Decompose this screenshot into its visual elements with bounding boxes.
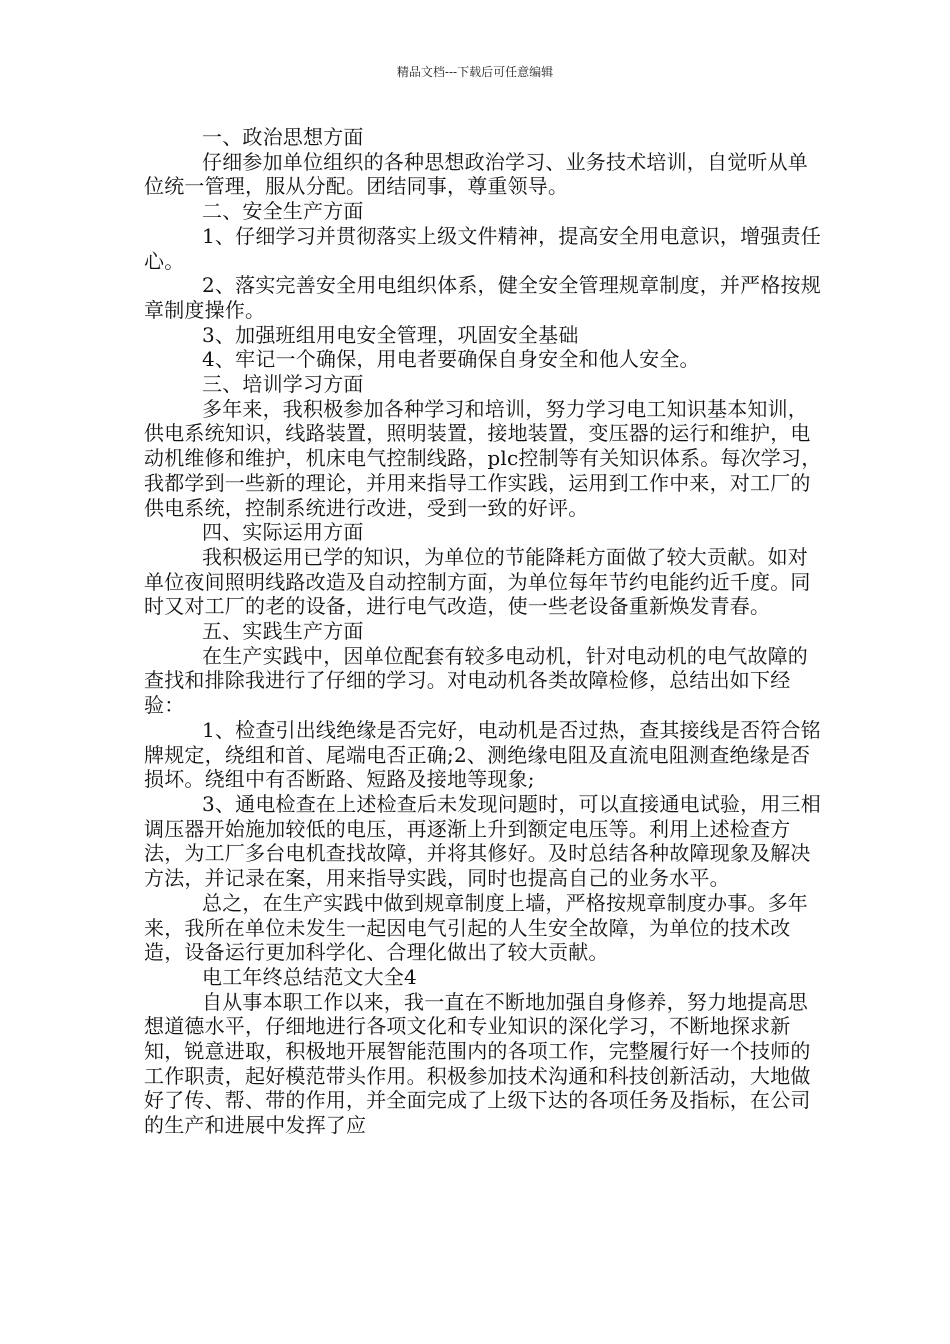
paragraph-practice-item-3: 3、通电检查在上述检查后未发现问题时，可以直接通电试验，用三相调压器开始施加较低的电压，再逐渐上升到额定电压等。利用上述检查方法，为工厂多台电机查找故障，并将其修好。及时总结各种故障现象及解决方法，并记录在案，用来指导实践，同时也提高自己的业务水平。 <box>144 791 821 891</box>
heading-application: 四、实际运用方面 <box>202 520 364 545</box>
paragraph-conclusion: 总之，在生产实践中做到规章制度上墙，严格按规章制度办事。多年来，我所在单位未发生一起因电气引起的人生安全故障，为单位的技术改造，设备运行更加科学化、合理化做出了较大贡献。 <box>144 890 808 965</box>
paragraph-political-body: 仔细参加单位组织的各种思想政治学习、业务技术培训，自觉听从单位统一管理，服从分配。团结同事，尊重领导。 <box>144 149 808 199</box>
heading-practice: 五、实践生产方面 <box>202 619 364 644</box>
heading-safety: 二、安全生产方面 <box>202 199 364 224</box>
document-body <box>144 125 824 1138</box>
paragraph-safety-item-4: 4、牢记一个确保，用电者要确保自身安全和他人安全。 <box>202 347 700 372</box>
heading-political: 一、政治思想方面 <box>202 125 364 149</box>
heading-training: 三、培训学习方面 <box>202 372 364 397</box>
paragraph-summary-4-body: 自从事本职工作以来，我一直在不断地加强自身修养，努力地提高思想道德水平，仔细地进行各项文化和专业知识的深化学习，不断地探求新知，锐意进取，积极地开展智能范围内的各项工作，完整履行好一个技师的工作职责，起好模范带头作用。积极参加技术沟通和科技创新活动，大地做好了传、帮、带的作用，并全面完成了上级下达的各项任务及指标，在公司的生产和进展中发挥了应 <box>144 989 811 1138</box>
paragraph-practice-body: 在生产实践中，因单位配套有较多电动机，针对电动机的电气故障的查找和排除我进行了仔细的学习。对电动机各类故障检修，总结出如下经验： <box>144 643 808 718</box>
paragraph-practice-item-1: 1、检查引出线绝缘是否完好，电动机是否过热，查其接线是否符合铭牌规定，绕组和首、尾端电否正确;2、测绝缘电阻及直流电阻测查绝缘是否损坏。绕组中有否断路、短路及接地等现象; <box>144 717 821 792</box>
paragraph-safety-item-1: 1、仔细学习并贯彻落实上级文件精神，提高安全用电意识，增强责任心。 <box>144 223 821 273</box>
paragraph-safety-item-3: 3、加强班组用电安全管理，巩固安全基础 <box>202 322 579 347</box>
paragraph-training-body: 多年来，我积极参加各种学习和培训，努力学习电工知识基本知训，供电系统知识，线路装置，照明装置，接地装置，变压器的运行和维护，电动机维修和维护，机床电气控制线路，plc控制等有关知识体系。每次学习，我都学到一些新的理论，并用来指导工作实践，运用到工作中来，对工厂的供电系统，控制系统进行改进，受到一致的好评。 <box>144 396 822 520</box>
paragraph-application-body: 我积极运用已学的知识，为单位的节能降耗方面做了较大贡献。如对单位夜间照明线路改造及自动控制方面，为单位每年节约电能约近千度。同时又对工厂的老的设备，进行电气改造，使一些老设备重新焕发青春。 <box>144 544 811 619</box>
paragraph-safety-item-2: 2、落实完善安全用电组织体系，健全安全管理规章制度，并严格按规章制度操作。 <box>144 273 821 322</box>
page-header: 精品文档---下载后可任意编辑 <box>396 65 554 79</box>
heading-summary-4: 电工年终总结范文大全4 <box>202 964 417 989</box>
